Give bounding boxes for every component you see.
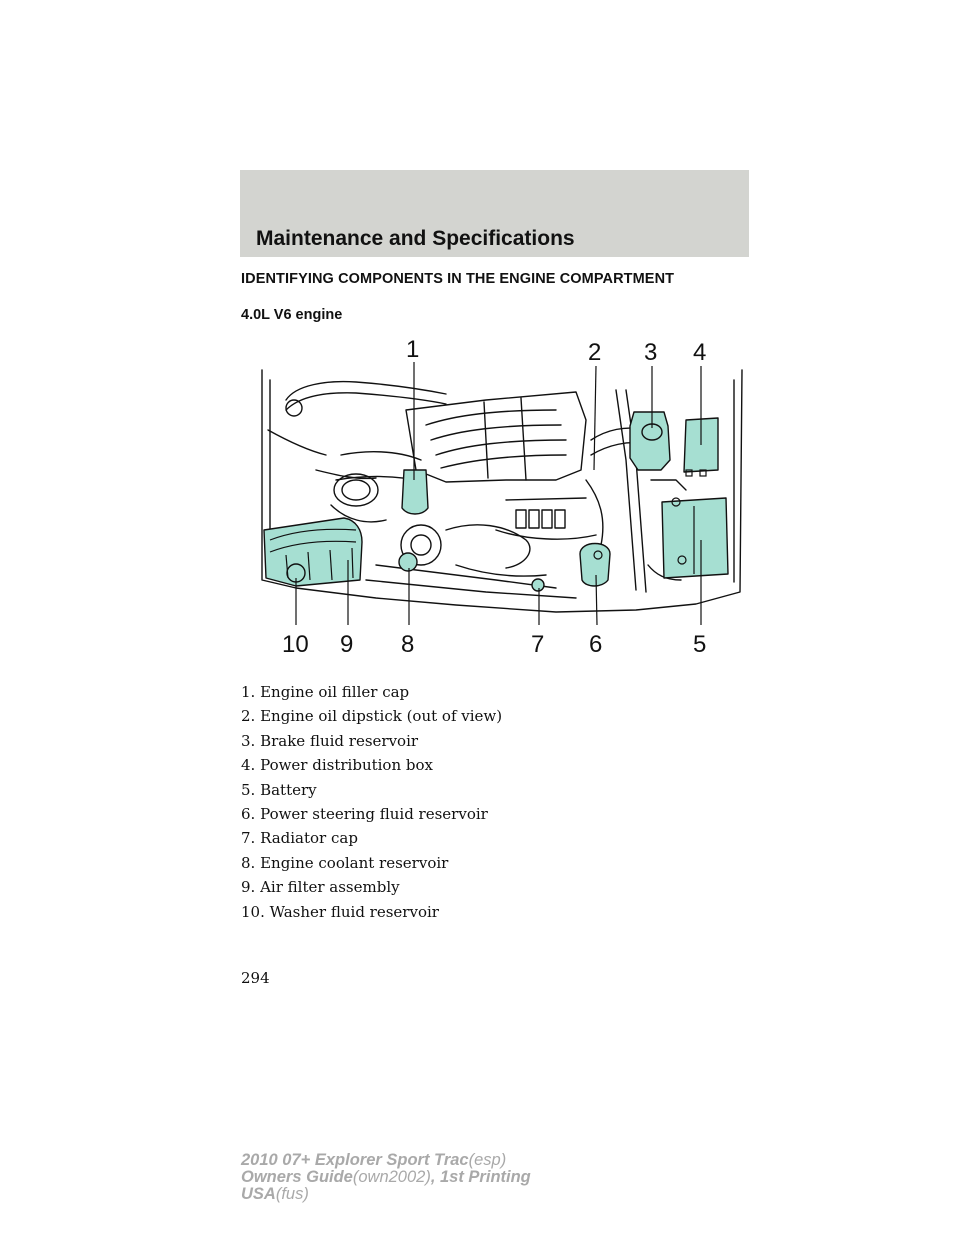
section-title: Maintenance and Specifications [256,227,575,250]
radiator-cap-shape [532,579,544,591]
legend-item: 10. Washer fluid reservoir [241,902,439,921]
legend-item: 8. Engine coolant reservoir [241,853,449,872]
legend-item: 2. Engine oil dipstick (out of view) [241,707,503,726]
footer-model: 2010 07+ Explorer Sport Trac [241,1151,469,1169]
section-header-band [240,170,749,257]
oil-filler-cap-shape [402,470,428,514]
engine-compartment-illustration [256,330,748,660]
legend-item: 5. Battery [241,780,317,799]
callout-3: 3 [644,339,658,366]
callout-5: 5 [693,631,707,658]
power-steering-reservoir-shape [580,544,610,587]
callout-2: 2 [588,339,602,366]
callout-6: 6 [589,631,603,658]
footer-market-code: (fus) [275,1185,309,1203]
print-footer [241,1152,531,1203]
callout-8: 8 [401,631,415,658]
battery-shape [662,498,728,578]
brake-fluid-reservoir-shape [630,412,670,470]
legend-item: 3. Brake fluid reservoir [241,731,419,750]
footer-guide-code: (own2002) [352,1168,431,1186]
footer-market: USA [241,1185,276,1203]
page-heading: IDENTIFYING COMPONENTS IN THE ENGINE COMPARTMENT [241,271,675,287]
callout-4: 4 [693,339,707,366]
legend-item: 7. Radiator cap [241,829,358,848]
footer-printing: , 1st Printing [430,1168,531,1186]
legend-item: 1. Engine oil filler cap [241,683,410,701]
coolant-reservoir-shape [399,553,417,571]
callout-7: 7 [531,631,545,658]
air-filter-assembly-shape [264,518,362,586]
legend-item: 4. Power distribution box [241,756,433,775]
page-number: 294 [241,969,270,987]
callout-10: 10 [282,631,309,658]
engine-subheading: 4.0L V6 engine [241,307,343,323]
legend-item: 6. Power steering fluid reservoir [241,804,488,823]
callout-1: 1 [406,336,420,363]
footer-model-code: (esp) [468,1151,507,1169]
engine-diagram-svg [256,330,748,660]
component-legend [241,680,502,924]
footer-guide: Owners Guide [241,1168,353,1186]
callout-9: 9 [340,631,354,658]
legend-item: 9. Air filter assembly [241,878,400,897]
